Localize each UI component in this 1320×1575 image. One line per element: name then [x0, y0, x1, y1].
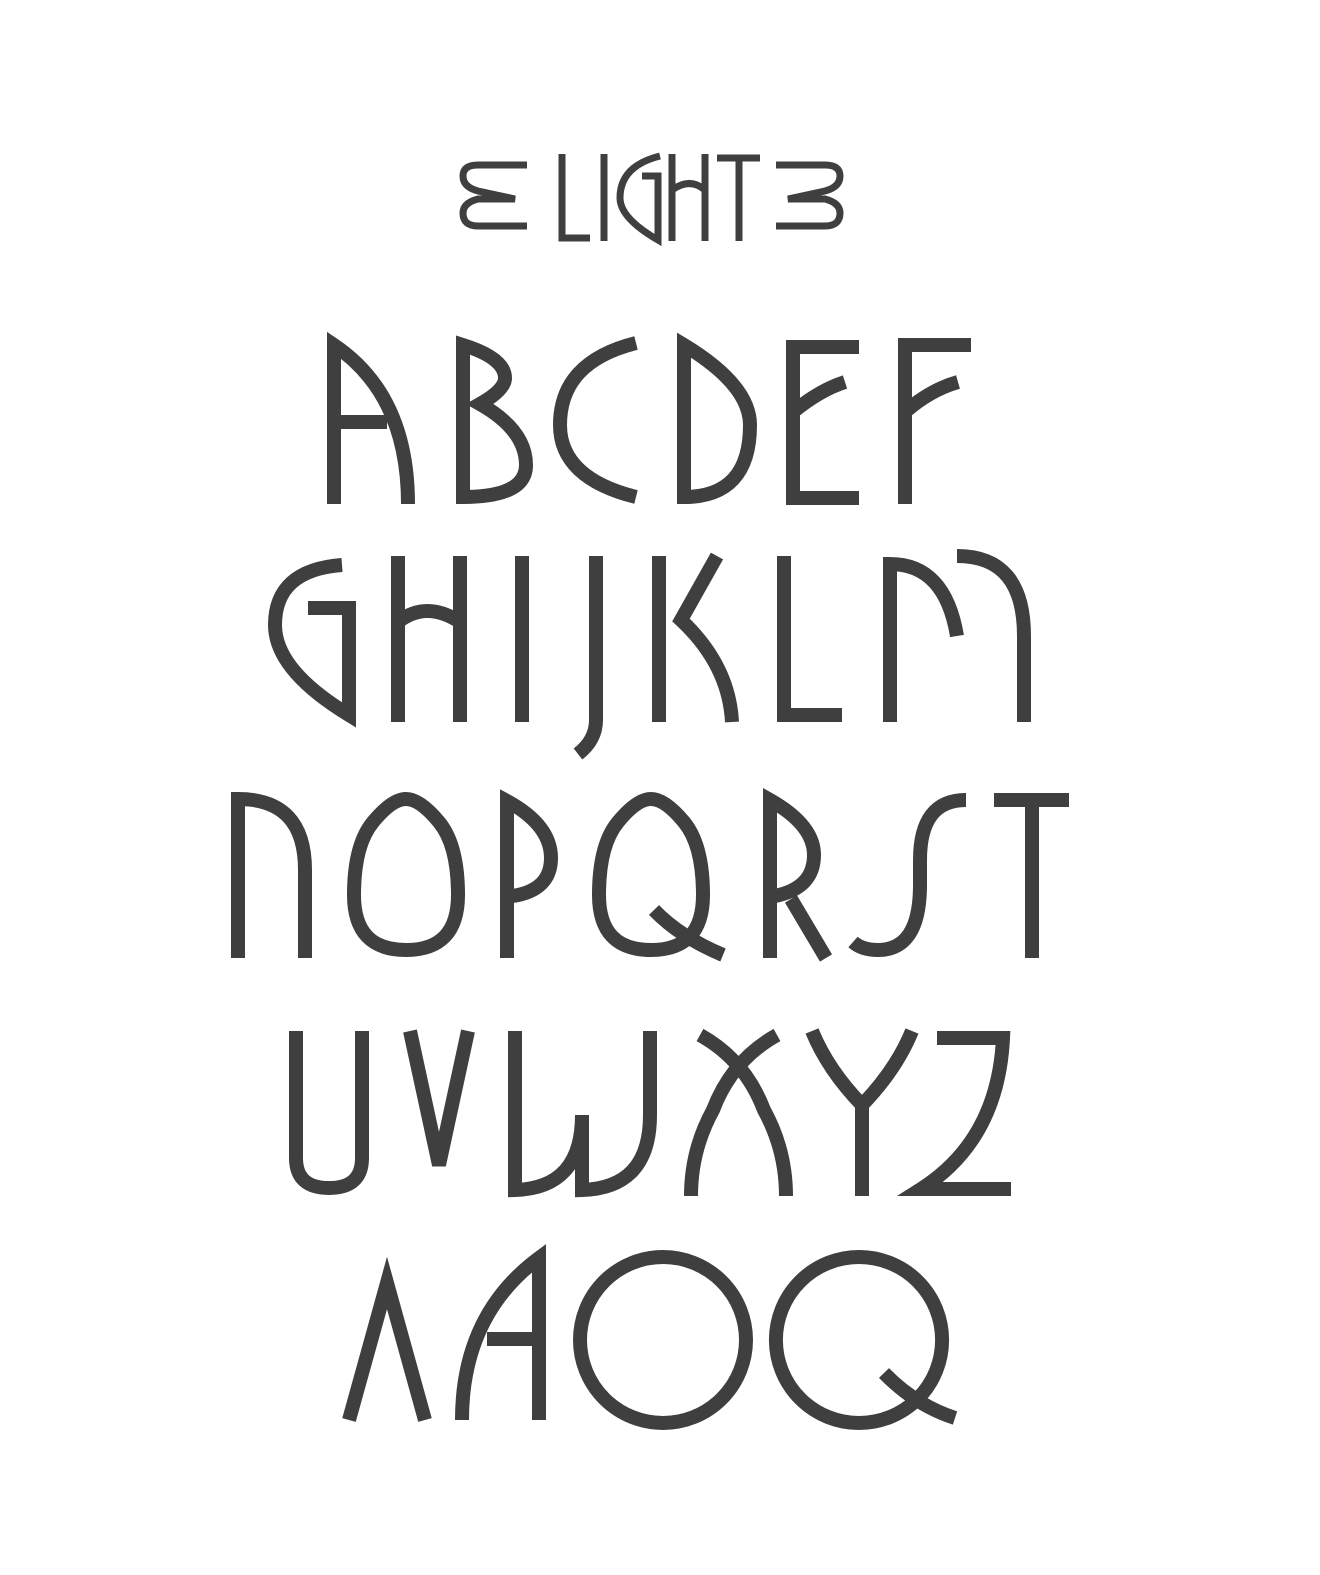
glyph-w [515, 1031, 650, 1190]
row-2 [275, 556, 1024, 754]
glyph-y [812, 1031, 912, 1196]
glyph-g [275, 565, 349, 715]
title-glyph-t [717, 158, 760, 241]
glyph-j [578, 556, 596, 754]
glyph-lambda [349, 1283, 425, 1420]
row-4 [296, 1031, 1011, 1196]
glyph-q-round [776, 1257, 955, 1423]
glyph-b [463, 345, 526, 504]
title-glyph-l [562, 154, 590, 238]
row-1 [334, 343, 971, 504]
glyph-c [560, 343, 636, 497]
glyph-a [334, 345, 408, 504]
glyph-z [921, 1038, 1011, 1189]
glyph-s [853, 800, 966, 950]
title-glyph-g [620, 156, 660, 240]
glyph-a-alt [462, 1258, 539, 1420]
glyph-l [784, 556, 842, 715]
glyph-e [793, 347, 859, 498]
glyph-m [890, 556, 1024, 722]
glyph-o-round [580, 1257, 746, 1423]
title-glyph-e [463, 165, 527, 226]
glyph-r [770, 800, 826, 958]
glyph-h [398, 556, 460, 722]
row-3 [238, 799, 1069, 958]
title-glyph-h [672, 154, 705, 241]
glyph-q [599, 799, 723, 955]
glyph-o [354, 799, 458, 950]
specimen-title [463, 154, 840, 241]
glyph-v [410, 1031, 468, 1165]
glyph-n [238, 799, 305, 958]
glyph-t [994, 800, 1069, 958]
glyph-x [691, 1035, 786, 1196]
glyph-u [296, 1031, 362, 1188]
glyph-d [684, 345, 750, 504]
glyph-p [507, 801, 551, 958]
glyph-k [659, 556, 732, 722]
title-glyph-3 [776, 165, 840, 226]
glyph-f [905, 345, 971, 504]
row-5 [349, 1257, 955, 1423]
